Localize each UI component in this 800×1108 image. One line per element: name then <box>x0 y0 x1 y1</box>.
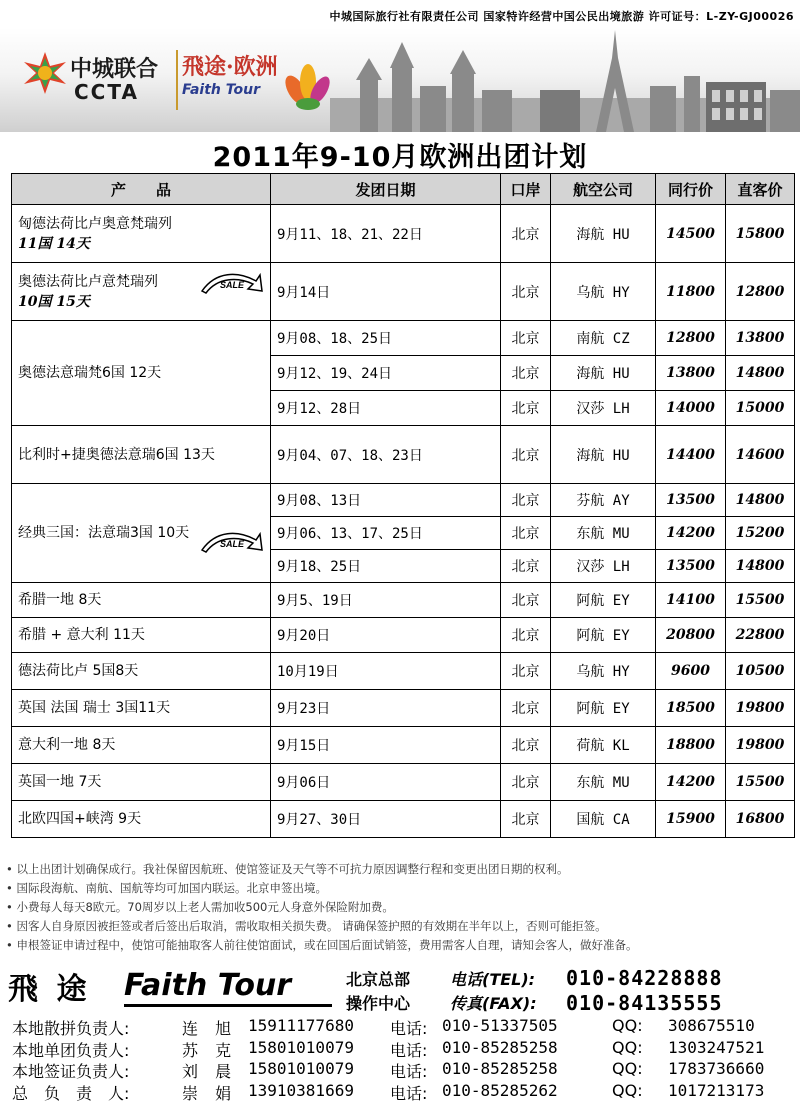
operation-center-name: 操作中心 <box>346 994 411 1013</box>
trade-price: 12800 <box>656 321 726 356</box>
footer-logo-underline <box>124 1004 332 1007</box>
departure-date: 9月27、30日 <box>271 801 501 838</box>
contact-tel: 010-85285262 <box>442 1080 558 1100</box>
contact-mobile: 13910381669 <box>248 1080 354 1100</box>
retail-price: 19800 <box>726 727 795 764</box>
contact-tel-label: 电话: <box>390 1083 428 1103</box>
table-row <box>12 801 795 838</box>
hq-contact-numbers <box>566 966 723 1016</box>
sale-badge-icon <box>198 269 264 299</box>
product-name: 英国一地 7天 <box>18 774 102 790</box>
airline: 汉莎 LH <box>551 550 656 583</box>
table-row <box>12 653 795 690</box>
contact-tel: 010-85285258 <box>442 1037 558 1057</box>
sale-badge-label: SALE <box>220 280 245 290</box>
hq-contact-labels <box>450 968 537 1016</box>
airline: 阿航 EY <box>551 618 656 653</box>
retail-price: 16800 <box>726 801 795 838</box>
trade-price: 18500 <box>656 690 726 727</box>
departure-port: 北京 <box>501 801 551 838</box>
departure-port: 北京 <box>501 618 551 653</box>
airline: 南航 CZ <box>551 321 656 356</box>
trade-price: 15900 <box>656 801 726 838</box>
table-row <box>12 583 795 618</box>
retail-price: 15800 <box>726 205 795 263</box>
table-row <box>12 618 795 653</box>
product-name-cell <box>12 583 271 618</box>
tour-schedule-table <box>11 173 795 838</box>
trade-price: 9600 <box>656 653 726 690</box>
contact-tel-label: 电话: <box>390 1062 428 1081</box>
product-name: 希腊 + 意大利 11天 <box>18 627 145 643</box>
column-header-airline: 航空公司 <box>551 174 656 205</box>
note-item: • 因客人自身原因被拒签或者后签出后取消，需收取相关损失费。 请确保签护照的有效期在半年以上，否则可能拒签。 <box>6 917 796 936</box>
product-name: 经典三国：法意瑞3国 10天 <box>18 525 190 541</box>
contact-name: 崇 娟 <box>182 1083 238 1103</box>
retail-price: 15500 <box>726 583 795 618</box>
product-name-cell <box>12 690 271 727</box>
airline: 荷航 KL <box>551 727 656 764</box>
contact-role: 总 负 责 人: <box>12 1083 130 1103</box>
airline: 芬航 AY <box>551 484 656 517</box>
product-name: 德法荷比卢 5国8天 <box>18 663 139 679</box>
hq-labels <box>346 968 410 1016</box>
departure-port: 北京 <box>501 764 551 801</box>
faith-tour-name-cn: 飛途·欧洲 <box>182 54 278 80</box>
departure-date: 9月08、13日 <box>271 484 501 517</box>
tel-label: 电话(TEL): <box>450 970 536 989</box>
ccta-name-en: CCTA <box>74 80 139 104</box>
product-name-cell <box>12 205 271 263</box>
product-name-cell <box>12 321 271 426</box>
product-name: 奥德法荷比卢意梵瑞列 <box>18 273 158 290</box>
trade-price: 14400 <box>656 426 726 484</box>
note-item: • 国际段海航、南航、国航等均可加国内联运。北京申签出境。 <box>6 879 796 898</box>
product-name-cell <box>12 727 271 764</box>
contact-role: 本地单团负责人: <box>12 1040 130 1060</box>
contact-name: 刘 晨 <box>182 1062 238 1081</box>
departure-port: 北京 <box>501 205 551 263</box>
column-header-port: 口岸 <box>501 174 551 205</box>
product-name-cell <box>12 764 271 801</box>
contact-qq: 1783736660 <box>668 1059 765 1078</box>
departure-date: 9月06、13、17、25日 <box>271 517 501 550</box>
product-duration: 11国 14天 <box>18 235 90 252</box>
trade-price: 13800 <box>656 356 726 391</box>
departure-date: 9月18、25日 <box>271 550 501 583</box>
contact-role: 本地散拼负责人: <box>12 1019 130 1038</box>
product-name: 奥德法意瑞梵6国 12天 <box>18 365 162 381</box>
table-row <box>12 690 795 727</box>
note-item: • 申根签证申请过程中，使馆可能抽取客人前往使馆面试，或在回国后面试销签，费用需客人自理，请知会客人，做好准备。 <box>6 936 796 955</box>
trade-price: 11800 <box>656 263 726 321</box>
departure-port: 北京 <box>501 517 551 550</box>
departure-date: 9月15日 <box>271 727 501 764</box>
sale-badge-label: SALE <box>220 539 245 549</box>
product-name: 希腊一地 8天 <box>18 592 102 608</box>
contact-mobile: 15801010079 <box>248 1037 354 1057</box>
departure-port: 北京 <box>501 583 551 618</box>
contact-qq-label: QQ: <box>612 1059 643 1078</box>
departure-date: 9月12、19、24日 <box>271 356 501 391</box>
page-title: 2011年9-10月欧洲出团计划 <box>212 142 588 173</box>
product-name-cell <box>12 801 271 838</box>
trade-price: 18800 <box>656 727 726 764</box>
trade-price: 20800 <box>656 618 726 653</box>
departure-date: 10月19日 <box>271 653 501 690</box>
contact-role: 本地签证负责人: <box>12 1062 130 1081</box>
product-name: 意大利一地 8天 <box>18 737 116 753</box>
product-name: 匈德法荷比卢奥意梵瑞列 <box>18 215 172 232</box>
faith-tour-logo <box>176 46 336 116</box>
airline: 乌航 HY <box>551 263 656 321</box>
product-name: 比利时+捷奥德法意瑞6国 13天 <box>18 446 215 463</box>
header-banner <box>0 28 800 132</box>
retail-price: 12800 <box>726 263 795 321</box>
departure-port: 北京 <box>501 727 551 764</box>
departure-date: 9月14日 <box>271 263 501 321</box>
retail-price: 14800 <box>726 356 795 391</box>
footer-logo-cn: 飛 途 <box>8 972 91 1007</box>
contact-row <box>12 1038 792 1060</box>
table-row <box>12 727 795 764</box>
ccta-logo <box>22 50 172 110</box>
note-item: • 以上出团计划确保成行。我社保留因航班、使馆签证及天气等不可抗力原因调整行程和变更出团日期的权利。 <box>6 860 796 879</box>
table-row <box>12 321 795 356</box>
departure-port: 北京 <box>501 356 551 391</box>
retail-price: 15000 <box>726 391 795 426</box>
retail-price: 14600 <box>726 426 795 484</box>
airline: 阿航 EY <box>551 690 656 727</box>
departure-port: 北京 <box>501 550 551 583</box>
departure-port: 北京 <box>501 690 551 727</box>
contact-row <box>12 1059 792 1081</box>
column-header-retail-price: 直客价 <box>726 174 795 205</box>
logo-divider <box>176 50 178 110</box>
note-item: • 小费每人每天8欧元。70周岁以上老人需加收500元人身意外保险附加费。 <box>6 898 796 917</box>
product-name-cell <box>12 653 271 690</box>
contact-list <box>12 1016 792 1102</box>
product-name-cell <box>12 426 271 484</box>
column-header-product: 产 品 <box>12 174 271 205</box>
hq-name: 北京总部 <box>346 970 411 989</box>
table-row <box>12 205 795 263</box>
departure-date: 9月20日 <box>271 618 501 653</box>
contact-qq: 308675510 <box>668 1016 755 1035</box>
departure-port: 北京 <box>501 263 551 321</box>
contact-row <box>12 1081 792 1103</box>
sale-badge-icon <box>198 528 264 558</box>
contact-tel-label: 电话: <box>390 1019 428 1038</box>
airline: 东航 MU <box>551 764 656 801</box>
ccta-emblem-icon <box>22 50 68 96</box>
retail-price: 14800 <box>726 484 795 517</box>
contact-name: 苏 克 <box>182 1040 238 1060</box>
departure-date: 9月04、07、18、23日 <box>271 426 501 484</box>
product-name-cell <box>12 618 271 653</box>
trade-price: 13500 <box>656 550 726 583</box>
departure-port: 北京 <box>501 321 551 356</box>
hq-tel-number: 010-84228888 <box>566 966 723 990</box>
contact-name: 连 旭 <box>182 1019 238 1038</box>
airline: 汉莎 LH <box>551 391 656 426</box>
trade-price: 14100 <box>656 583 726 618</box>
contact-qq-label: QQ: <box>612 1016 643 1035</box>
faith-tour-name-en: Faith Tour <box>182 82 260 98</box>
retail-price: 15500 <box>726 764 795 801</box>
airline: 海航 HU <box>551 205 656 263</box>
fax-label: 传真(FAX): <box>450 994 537 1013</box>
airline: 乌航 HY <box>551 653 656 690</box>
product-name-cell <box>12 263 271 321</box>
contact-qq-label: QQ: <box>612 1080 643 1100</box>
departure-port: 北京 <box>501 391 551 426</box>
table-header-row <box>12 174 795 205</box>
contact-mobile: 15801010079 <box>248 1059 354 1078</box>
table-row <box>12 263 795 321</box>
airline: 东航 MU <box>551 517 656 550</box>
departure-date: 9月11、18、21、22日 <box>271 205 501 263</box>
departure-date: 9月06日 <box>271 764 501 801</box>
retail-price: 15200 <box>726 517 795 550</box>
tour-table-body <box>12 205 795 838</box>
retail-price: 14800 <box>726 550 795 583</box>
trade-price: 14200 <box>656 517 726 550</box>
contact-tel-label: 电话: <box>390 1040 428 1060</box>
terms-notes <box>6 860 796 955</box>
contact-mobile: 15911177680 <box>248 1016 354 1035</box>
airline: 海航 HU <box>551 356 656 391</box>
contact-row <box>12 1016 792 1038</box>
departure-port: 北京 <box>501 484 551 517</box>
retail-price: 13800 <box>726 321 795 356</box>
hq-fax-number: 010-84135555 <box>566 991 723 1015</box>
column-header-date: 发团日期 <box>271 174 501 205</box>
license-text: 中城国际旅行社有限责任公司 国家特许经营中国公民出境旅游 许可证号：L-ZY-GJ00026 <box>329 10 794 23</box>
footer-logo-en: Faith Tour <box>124 968 292 1003</box>
product-name: 北欧四国+峡湾 9天 <box>18 811 142 827</box>
table-row <box>12 764 795 801</box>
airline: 国航 CA <box>551 801 656 838</box>
product-name: 英国 法国 瑞士 3国11天 <box>18 700 171 716</box>
trade-price: 14200 <box>656 764 726 801</box>
departure-date: 9月5、19日 <box>271 583 501 618</box>
trade-price: 14500 <box>656 205 726 263</box>
contact-qq: 1017213173 <box>668 1080 765 1100</box>
trade-price: 14000 <box>656 391 726 426</box>
airline: 阿航 EY <box>551 583 656 618</box>
contact-qq-label: QQ: <box>612 1037 643 1057</box>
contact-qq: 1303247521 <box>668 1037 765 1057</box>
retail-price: 19800 <box>726 690 795 727</box>
table-row <box>12 426 795 484</box>
retail-price: 10500 <box>726 653 795 690</box>
ccta-name-cn: 中城联合 <box>70 57 159 82</box>
contact-tel: 010-51337505 <box>442 1016 558 1035</box>
departure-date: 9月23日 <box>271 690 501 727</box>
trade-price: 13500 <box>656 484 726 517</box>
leaf-emblem-icon <box>282 60 330 116</box>
departure-port: 北京 <box>501 426 551 484</box>
departure-date: 9月08、18、25日 <box>271 321 501 356</box>
product-name-cell <box>12 484 271 583</box>
column-header-trade-price: 同行价 <box>656 174 726 205</box>
contact-tel: 010-85285258 <box>442 1059 558 1078</box>
table-row <box>12 484 795 517</box>
departure-port: 北京 <box>501 653 551 690</box>
product-duration: 10国 15天 <box>18 293 90 310</box>
airline: 海航 HU <box>551 426 656 484</box>
departure-date: 9月12、28日 <box>271 391 501 426</box>
retail-price: 22800 <box>726 618 795 653</box>
